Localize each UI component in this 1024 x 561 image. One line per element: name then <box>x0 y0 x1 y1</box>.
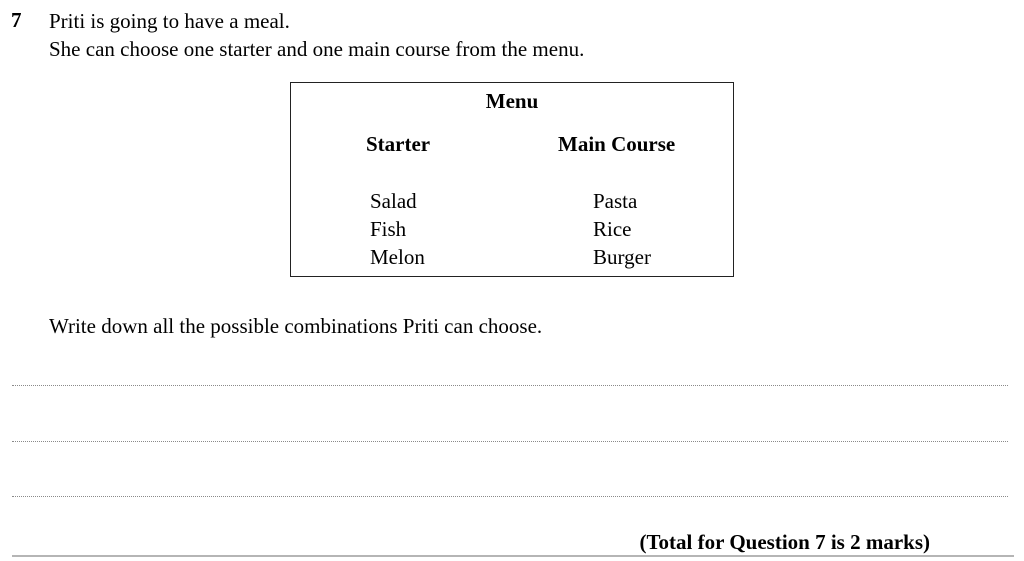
answer-line[interactable] <box>12 496 1008 497</box>
starter-item: Melon <box>370 245 425 269</box>
answer-line[interactable] <box>12 441 1008 442</box>
starter-heading: Starter <box>366 132 431 156</box>
question-number: 7 <box>11 8 22 32</box>
main-course-list <box>593 187 651 271</box>
main-course-heading: Main Course <box>558 132 676 156</box>
main-course-item: Burger <box>593 245 651 269</box>
question-text-line-2: She can choose one starter and one main course from the menu. <box>49 37 585 61</box>
question-text-line-1: Priti is going to have a meal. <box>49 9 290 33</box>
bottom-divider <box>12 555 1014 557</box>
main-course-item: Pasta <box>593 189 638 213</box>
answer-line[interactable] <box>12 385 1008 386</box>
starter-list <box>370 187 425 271</box>
instruction-text: Write down all the possible combinations Priti can choose. <box>49 314 543 338</box>
starter-item: Salad <box>370 189 417 213</box>
menu-title: Menu <box>485 89 539 113</box>
starter-item: Fish <box>370 217 407 241</box>
menu-box <box>290 82 734 277</box>
total-marks: (Total for Question 7 is 2 marks) <box>639 530 930 554</box>
main-course-item: Rice <box>593 217 632 241</box>
